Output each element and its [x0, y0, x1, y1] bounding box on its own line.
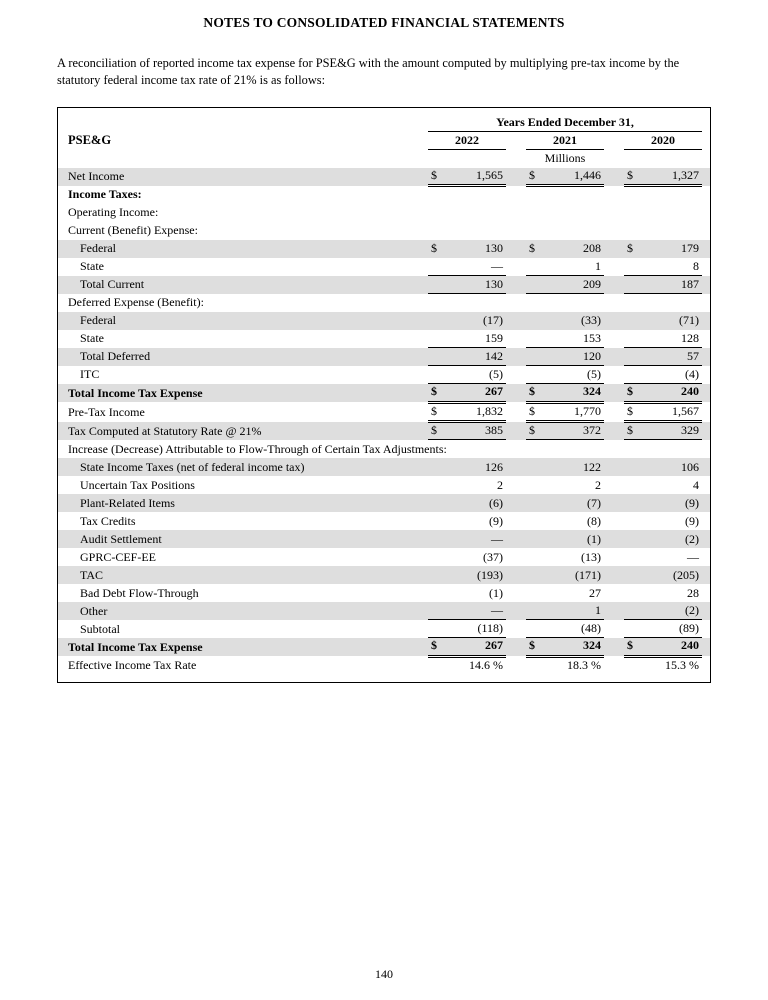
- currency-cell: [624, 530, 642, 548]
- currency-cell: [526, 476, 544, 494]
- value-cell: (171): [544, 566, 604, 584]
- row-label: Income Taxes:: [68, 187, 142, 202]
- value-cell: 179: [642, 240, 702, 258]
- currency-cell: [624, 584, 642, 602]
- value-cell: 267: [446, 384, 506, 402]
- gap-cell: [702, 620, 710, 638]
- currency-cell: [624, 330, 642, 348]
- row-label: Effective Income Tax Rate: [68, 657, 197, 672]
- currency-cell: [624, 566, 642, 584]
- table-row: [58, 638, 710, 656]
- value-cell: (1): [489, 585, 503, 600]
- currency-cell: [526, 330, 544, 348]
- gap-cell: [604, 512, 624, 530]
- gap-cell: [604, 656, 624, 674]
- gap-cell: [506, 494, 526, 512]
- gap-cell: [604, 366, 624, 384]
- gap-cell: [506, 458, 526, 476]
- gap-cell: [702, 276, 710, 294]
- currency-cell: $: [624, 168, 642, 186]
- period-header-row: [58, 114, 710, 132]
- currency-cell: [624, 276, 642, 294]
- row-label: Total Income Tax Expense: [58, 638, 428, 656]
- gap-cell: [702, 422, 710, 440]
- gap-cell: [506, 168, 526, 186]
- currency-cell: $: [526, 240, 544, 258]
- value-cell: (6): [446, 494, 506, 512]
- gap-cell: [506, 620, 526, 638]
- currency-cell: [428, 656, 446, 674]
- table-row: [58, 330, 710, 348]
- value-cell: 372: [544, 422, 604, 440]
- gap-cell: [604, 402, 624, 421]
- value-cell: (2): [642, 530, 702, 548]
- table-row: [58, 366, 710, 384]
- currency-cell: [624, 512, 642, 530]
- year-header-row: [58, 132, 710, 150]
- currency-cell: [428, 620, 446, 638]
- gap-cell: [702, 512, 710, 530]
- currency-cell: $: [428, 638, 446, 656]
- currency-cell: [526, 566, 544, 584]
- value-cell: 209: [544, 276, 604, 294]
- gap-cell: [506, 530, 526, 548]
- value-cell: 122: [544, 458, 604, 476]
- table-row: [58, 512, 710, 530]
- gap-cell: [702, 584, 710, 602]
- table-row: [58, 422, 710, 440]
- page-title: NOTES TO CONSOLIDATED FINANCIAL STATEMENTS: [203, 15, 565, 30]
- tax-reconciliation-table: [58, 114, 710, 675]
- gap-cell: [604, 312, 624, 330]
- currency-cell: [428, 458, 446, 476]
- value-cell: (48): [544, 620, 604, 638]
- value-cell: 385: [446, 422, 506, 440]
- row-label: Federal: [58, 240, 428, 258]
- gap-cell: [506, 276, 526, 294]
- table-row: [58, 276, 710, 294]
- currency-cell: [428, 566, 446, 584]
- value-cell: (9): [642, 494, 702, 512]
- value-cell: (118): [446, 620, 506, 638]
- row-label: Uncertain Tax Positions: [80, 477, 195, 492]
- row-label: Audit Settlement: [58, 530, 428, 548]
- currency-cell: $: [624, 402, 642, 421]
- gap-cell: [604, 330, 624, 348]
- currency-cell: [428, 312, 446, 330]
- gap-cell: [604, 276, 624, 294]
- gap-cell: [604, 494, 624, 512]
- value-cell: 1,327: [642, 168, 702, 186]
- row-label: Tax Credits: [80, 513, 136, 528]
- row-label: Federal: [58, 312, 428, 330]
- value-cell: 15.3 %: [665, 657, 700, 672]
- currency-cell: [624, 656, 642, 674]
- row-label: State Income Taxes (net of federal income tax): [58, 458, 428, 476]
- value-cell: 1: [544, 258, 604, 276]
- gap-cell: [604, 638, 624, 656]
- value-cell: (71): [642, 312, 702, 330]
- currency-cell: [428, 276, 446, 294]
- gap-cell: [604, 258, 624, 276]
- gap-cell: [702, 476, 710, 494]
- value-cell: 1,565: [446, 168, 506, 186]
- table-row: [58, 204, 710, 222]
- currency-cell: [624, 366, 642, 384]
- gap-cell: [604, 584, 624, 602]
- spacer-cell: [58, 114, 428, 132]
- row-label: Current (Benefit) Expense:: [68, 223, 198, 238]
- row-label: Total Current: [58, 276, 428, 294]
- value-cell: 8: [642, 258, 702, 276]
- table-row: [58, 566, 710, 584]
- value-cell: (17): [446, 312, 506, 330]
- value-cell: 153: [544, 330, 604, 348]
- table-row: [58, 312, 710, 330]
- currency-cell: $: [624, 240, 642, 258]
- currency-cell: [624, 458, 642, 476]
- gap-cell: [604, 620, 624, 638]
- currency-cell: [428, 602, 446, 620]
- table-row: [58, 458, 710, 476]
- value-cell: (8): [587, 513, 601, 528]
- gap-cell: [604, 566, 624, 584]
- page-number: 140: [375, 967, 393, 981]
- gap-cell: [702, 402, 710, 421]
- value-cell: 240: [642, 384, 702, 402]
- gap-cell: [702, 348, 710, 366]
- value-cell: 240: [642, 638, 702, 656]
- row-label: Bad Debt Flow-Through: [80, 585, 199, 600]
- entity-label: PSE&G: [68, 132, 112, 147]
- value-cell: 14.6 %: [469, 657, 503, 672]
- currency-cell: $: [526, 638, 544, 656]
- gap-cell: [702, 132, 710, 150]
- row-label: Total Deferred: [58, 348, 428, 366]
- gap-cell: [702, 168, 710, 186]
- gap-cell: [506, 240, 526, 258]
- gap-cell: [702, 240, 710, 258]
- gap-cell: [506, 312, 526, 330]
- gap-cell: [506, 512, 526, 530]
- currency-cell: [526, 366, 544, 384]
- row-label: GPRC-CEF-EE: [80, 549, 157, 564]
- row-label: Tax Computed at Statutory Rate @ 21%: [58, 422, 428, 440]
- currency-cell: [428, 330, 446, 348]
- value-cell: (1): [544, 530, 604, 548]
- gap-cell: [702, 602, 710, 620]
- value-cell: 28: [687, 585, 700, 600]
- table-row: [58, 348, 710, 366]
- currency-cell: $: [428, 168, 446, 186]
- gap-cell: [604, 530, 624, 548]
- table-row: [58, 440, 710, 458]
- table-row: [58, 402, 710, 421]
- gap-cell: [506, 258, 526, 276]
- year-header-2021: 2021: [526, 132, 604, 150]
- value-cell: (13): [581, 549, 601, 564]
- gap-cell: [604, 132, 624, 150]
- currency-cell: [526, 512, 544, 530]
- spacer-cell: [58, 150, 428, 168]
- value-cell: 1,770: [544, 402, 604, 421]
- gap-cell: [702, 566, 710, 584]
- currency-cell: [428, 476, 446, 494]
- currency-cell: [624, 548, 642, 566]
- currency-cell: [428, 584, 446, 602]
- value-cell: 57: [642, 348, 702, 366]
- tax-reconciliation-table-box: [57, 107, 711, 684]
- gap-cell: [604, 548, 624, 566]
- row-label: Subtotal: [80, 621, 121, 636]
- value-cell: (37): [483, 549, 503, 564]
- currency-cell: [526, 348, 544, 366]
- gap-cell: [702, 366, 710, 384]
- currency-cell: [526, 620, 544, 638]
- value-cell: 2: [497, 477, 503, 492]
- value-cell: 128: [642, 330, 702, 348]
- currency-cell: [428, 348, 446, 366]
- currency-cell: [526, 602, 544, 620]
- row-label: Total Income Tax Expense: [58, 384, 428, 402]
- gap-cell: [604, 348, 624, 366]
- currency-cell: [428, 494, 446, 512]
- table-row: [58, 384, 710, 402]
- currency-cell: [624, 602, 642, 620]
- value-cell: 126: [446, 458, 506, 476]
- value-cell: 120: [544, 348, 604, 366]
- value-cell: 187: [642, 276, 702, 294]
- value-cell: 4: [693, 477, 700, 492]
- gap-cell: [702, 258, 710, 276]
- currency-cell: $: [526, 422, 544, 440]
- gap-cell: [506, 548, 526, 566]
- currency-cell: [624, 476, 642, 494]
- gap-cell: [506, 422, 526, 440]
- value-cell: (89): [642, 620, 702, 638]
- row-label: State: [80, 259, 104, 274]
- currency-cell: [526, 494, 544, 512]
- row-label: ITC: [80, 367, 100, 382]
- gap-cell: [702, 494, 710, 512]
- currency-cell: [428, 548, 446, 566]
- value-cell: (33): [544, 312, 604, 330]
- currency-cell: [526, 656, 544, 674]
- value-cell: (5): [446, 366, 506, 384]
- currency-cell: [624, 258, 642, 276]
- gap-cell: [506, 330, 526, 348]
- value-cell: 130: [446, 240, 506, 258]
- value-cell: (9): [489, 513, 503, 528]
- currency-cell: [428, 366, 446, 384]
- value-cell: (205): [642, 566, 702, 584]
- value-cell: —: [446, 602, 506, 620]
- currency-cell: [624, 620, 642, 638]
- table-row: [58, 240, 710, 258]
- currency-cell: $: [624, 638, 642, 656]
- value-cell: 159: [446, 330, 506, 348]
- currency-cell: $: [428, 384, 446, 402]
- gap-cell: [702, 384, 710, 402]
- table-row: [58, 494, 710, 512]
- gap-cell: [702, 548, 710, 566]
- row-label: Pre-Tax Income: [68, 405, 145, 420]
- table-row: [58, 222, 710, 240]
- value-cell: 324: [544, 638, 604, 656]
- table-row: [58, 620, 710, 638]
- gap-cell: [702, 150, 710, 168]
- value-cell: (5): [544, 366, 604, 384]
- currency-cell: $: [428, 422, 446, 440]
- value-cell: 267: [446, 638, 506, 656]
- row-label: Other: [58, 602, 428, 620]
- currency-cell: [428, 530, 446, 548]
- gap-cell: [506, 584, 526, 602]
- currency-cell: [526, 530, 544, 548]
- currency-cell: [624, 312, 642, 330]
- currency-cell: $: [624, 422, 642, 440]
- gap-cell: [702, 114, 710, 132]
- row-label: State: [80, 331, 104, 346]
- gap-cell: [506, 566, 526, 584]
- gap-cell: [702, 312, 710, 330]
- gap-cell: [506, 402, 526, 421]
- value-cell: —: [446, 530, 506, 548]
- unit-label: Millions: [544, 151, 586, 166]
- unit-header-row: [58, 150, 710, 168]
- gap-cell: [702, 638, 710, 656]
- currency-cell: [526, 312, 544, 330]
- currency-cell: [428, 258, 446, 276]
- gap-cell: [604, 422, 624, 440]
- value-cell: 208: [544, 240, 604, 258]
- gap-cell: [702, 530, 710, 548]
- gap-cell: [506, 638, 526, 656]
- value-cell: 106: [642, 458, 702, 476]
- currency-cell: $: [428, 240, 446, 258]
- value-cell: 1,832: [446, 402, 506, 421]
- row-label: Increase (Decrease) Attributable to Flow-Through of Certain Tax Adjustments:: [68, 441, 447, 456]
- currency-cell: [624, 348, 642, 366]
- value-cell: —: [446, 258, 506, 276]
- value-cell: 329: [642, 422, 702, 440]
- value-cell: 142: [446, 348, 506, 366]
- row-label: TAC: [58, 566, 428, 584]
- table-row: [58, 186, 710, 204]
- gap-cell: [506, 348, 526, 366]
- gap-cell: [604, 458, 624, 476]
- table-row: [58, 294, 710, 312]
- value-cell: 1,446: [544, 168, 604, 186]
- gap-cell: [604, 240, 624, 258]
- year-header-2020: 2020: [624, 132, 702, 150]
- gap-cell: [604, 168, 624, 186]
- gap-cell: [604, 602, 624, 620]
- period-header: Years Ended December 31,: [428, 114, 702, 132]
- gap-cell: [702, 656, 710, 674]
- currency-cell: $: [624, 384, 642, 402]
- gap-cell: [506, 602, 526, 620]
- table-row: [58, 168, 710, 186]
- gap-cell: [506, 384, 526, 402]
- value-cell: (9): [685, 513, 700, 528]
- value-cell: 324: [544, 384, 604, 402]
- value-cell: 18.3 %: [567, 657, 601, 672]
- table-row: [58, 476, 710, 494]
- row-label: Plant-Related Items: [58, 494, 428, 512]
- value-cell: 1: [544, 602, 604, 620]
- table-row: [58, 584, 710, 602]
- currency-cell: [526, 584, 544, 602]
- table-row: [58, 548, 710, 566]
- currency-cell: [526, 258, 544, 276]
- value-cell: (193): [446, 566, 506, 584]
- value-cell: (2): [642, 602, 702, 620]
- intro-paragraph: A reconciliation of reported income tax expense for PSE&G with the amount computed by multiplying pre-tax income by the statutory federal income tax rate of 21% is as follows:: [57, 56, 680, 88]
- gap-cell: [506, 366, 526, 384]
- currency-cell: $: [526, 402, 544, 421]
- currency-cell: [624, 494, 642, 512]
- value-cell: (4): [642, 366, 702, 384]
- value-cell: 1,567: [642, 402, 702, 421]
- gap-cell: [702, 458, 710, 476]
- value-cell: (7): [544, 494, 604, 512]
- gap-cell: [506, 132, 526, 150]
- gap-cell: [604, 476, 624, 494]
- currency-cell: [526, 548, 544, 566]
- gap-cell: [506, 656, 526, 674]
- currency-cell: [526, 458, 544, 476]
- row-label: Deferred Expense (Benefit):: [68, 295, 204, 310]
- value-cell: 2: [595, 477, 601, 492]
- currency-cell: [428, 512, 446, 530]
- value-cell: —: [687, 549, 700, 564]
- row-label: Net Income: [58, 168, 428, 186]
- gap-cell: [604, 384, 624, 402]
- tax-table-body: [58, 168, 710, 675]
- table-row: [58, 602, 710, 620]
- gap-cell: [702, 330, 710, 348]
- gap-cell: [506, 476, 526, 494]
- table-row: [58, 656, 710, 674]
- currency-cell: $: [526, 168, 544, 186]
- row-label: Operating Income:: [68, 205, 159, 220]
- currency-cell: $: [428, 402, 446, 421]
- value-cell: 130: [446, 276, 506, 294]
- value-cell: 27: [589, 585, 601, 600]
- year-header-2022: 2022: [428, 132, 506, 150]
- currency-cell: [526, 276, 544, 294]
- table-row: [58, 258, 710, 276]
- currency-cell: $: [526, 384, 544, 402]
- table-row: [58, 530, 710, 548]
